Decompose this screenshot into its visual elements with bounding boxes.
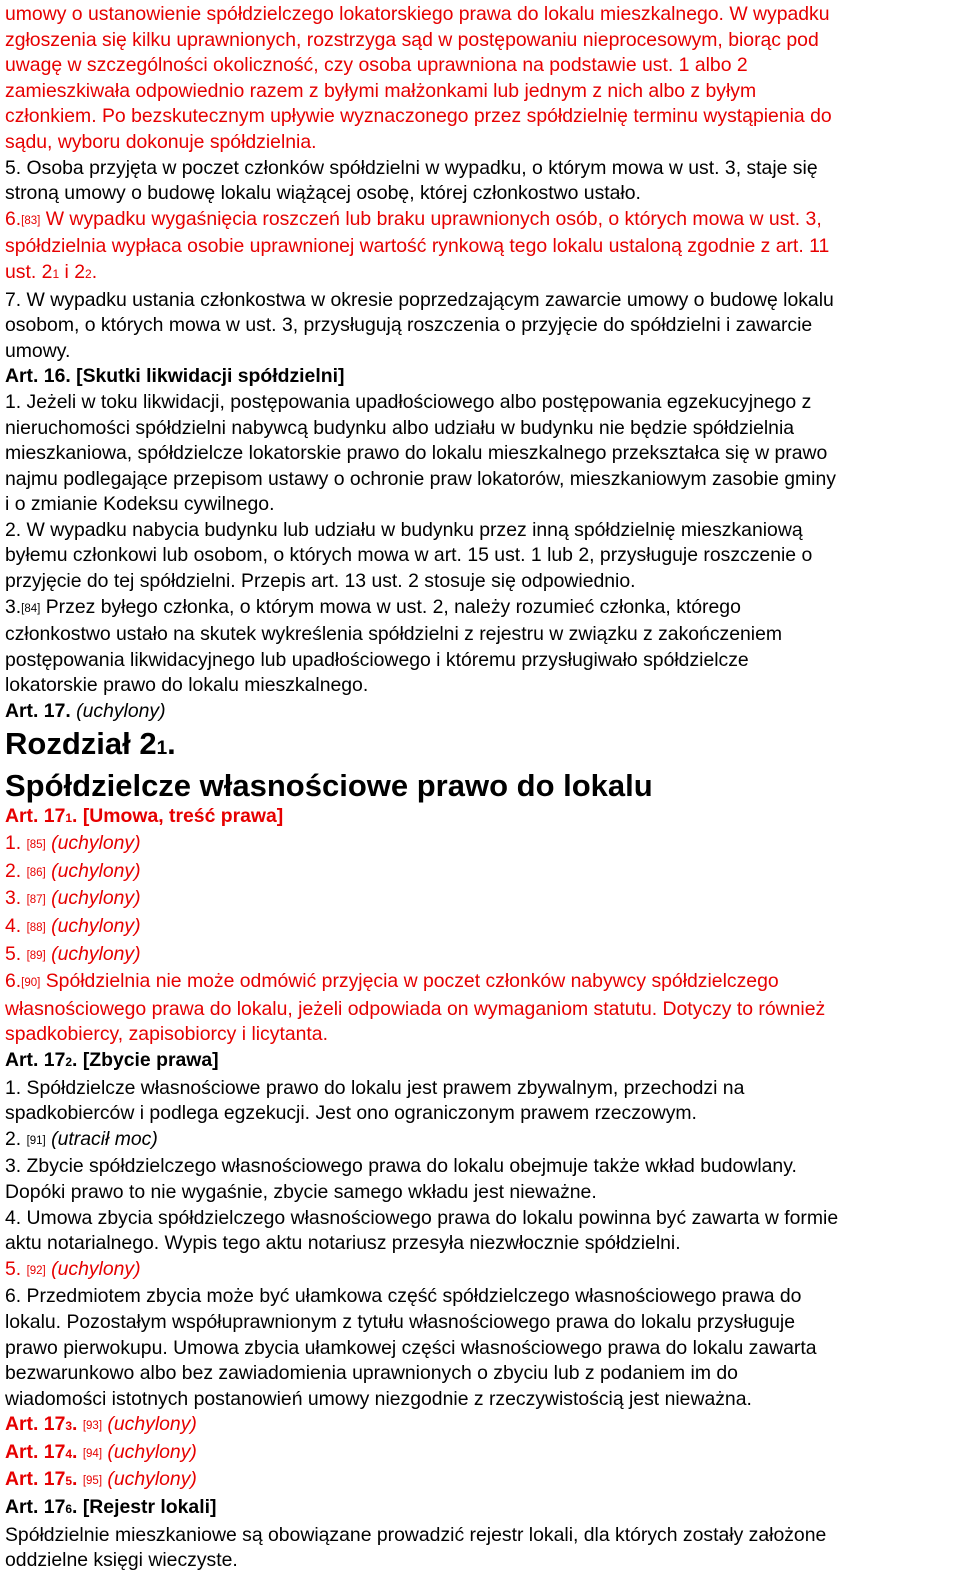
text-line [5, 914, 955, 942]
paragraph-text: W wypadku wygaśnięcia roszczeń lub braku uprawnionych osób, o których mowa w ust. 3, [40, 207, 822, 230]
article-number: Art. 17. [5, 700, 71, 723]
text-line: 1. Spółdzielcze własnościowe prawo do lokalu jest prawem zbywalnym, przechodzi na [5, 1076, 745, 1099]
article-heading [5, 1412, 955, 1440]
footnote-ref: [94] [82, 1447, 103, 1460]
text-line [5, 207, 955, 235]
line-text: 3. [5, 887, 27, 910]
paragraph-text: Przez byłego członka, o którym mowa w ust. 2, należy rozumieć członka, którego [40, 595, 741, 618]
text-line [5, 886, 955, 914]
subscript: 2 [65, 1054, 73, 1069]
text-line: stroną umowy o budowę lokalu wiążącej osobę, której członkostwo ustało. [5, 182, 641, 205]
text-line [5, 260, 955, 288]
text-line: 7. W wypadku ustania członkostwa w okresie poprzedzającym zawarcie umowy o budowę lokalu [5, 288, 834, 311]
line-text: Art. 17 [5, 804, 66, 827]
text-line: i o zmianie Kodeksu cywilnego. [5, 493, 275, 516]
line-text: Rozdział 2 [5, 725, 157, 761]
subscript: 1 [65, 810, 73, 825]
text-line: własnościowego prawa do lokalu, jeżeli odpowiada on wymaganiom statutu. Dotyczy to również [5, 997, 826, 1020]
paragraph-number: 6. [5, 970, 22, 993]
line-text: Art. 17 [5, 1048, 66, 1071]
line-text: . [91, 260, 98, 283]
footnote-ref: [91] [26, 1134, 46, 1147]
text-line: zamieszkiwała odpowiednio razem z byłymi małżonkami lub jednym z nich albo z byłym [5, 79, 757, 102]
article-heading [5, 1467, 955, 1495]
subscript: 3 [65, 1419, 73, 1434]
repealed-note: (uchylony) [102, 1468, 197, 1491]
line-text: Art. 17 [5, 1496, 66, 1519]
line-text: Art. 17 [5, 1413, 66, 1436]
line-text: . [72, 1413, 83, 1436]
text-line: sądu, wyboru dokonuje spółdzielnia. [5, 130, 317, 153]
article-heading [5, 804, 955, 832]
footnote-ref: [87] [26, 894, 46, 907]
text-line: osobom, o których mowa w ust. 3, przysługują roszczenia o przyjęcie do spółdzielni i zawarcie [5, 314, 813, 337]
text-line: oddzielne księgi wieczyste. [5, 1549, 238, 1572]
text-line: spadkobiercy, zapisobiorcy i licytanta. [5, 1023, 328, 1046]
text-line: spadkobierców i podlega egzekucji. Jest ono ograniczonym prawem rzeczowym. [5, 1102, 697, 1125]
text-line: 1. Jeżeli w toku likwidacji, postępowania upadłościowego albo postępowania egzekucyjnego z [5, 390, 812, 413]
text-line: 2. W wypadku nabycia budynku lub udziału w budynku przez inną spółdzielnię mieszkaniową [5, 518, 803, 541]
line-text: . [Zbycie prawa] [72, 1048, 219, 1071]
paragraph-text: Spółdzielnia nie może odmówić przyjęcia w poczet członków nabywcy spółdzielczego [40, 970, 779, 993]
line-text: 2. [5, 859, 27, 882]
repealed-note: (uchylony) [45, 859, 141, 882]
text-line: spółdzielnia wypłaca osobie uprawnionej wartość rynkową tego lokalu ustaloną zgodnie z art. 11 [5, 235, 830, 258]
line-text: . [167, 725, 176, 761]
subscript: 2 [85, 266, 92, 281]
line-text: Art. 17 [5, 1468, 66, 1491]
text-line: przyjęcie do tej spółdzielni. Przepis art. 13 ust. 2 stosuje się odpowiednio. [5, 570, 636, 593]
footnote-ref: [93] [82, 1420, 103, 1433]
text-line [5, 942, 955, 970]
chapter-heading [5, 725, 955, 767]
line-text: 1. [5, 832, 27, 855]
line-text: 5. [5, 942, 27, 965]
chapter-title: Spółdzielcze własnościowe prawo do lokalu [5, 767, 653, 803]
repealed-note: (uchylony) [102, 1413, 197, 1436]
footnote-ref: [86] [26, 866, 46, 879]
footnote-ref: [92] [26, 1264, 46, 1277]
text-line: prawo pierwokupu. Umowa zbycia ułamkowej części własnościowego prawa do lokalu zawarta [5, 1336, 817, 1359]
text-line: zgłoszenia się kilku uprawnionych, rozstrzyga sąd w postępowaniu nieprocesowym, biorąc pod [5, 28, 819, 51]
line-text: Art. 17 [5, 1440, 66, 1463]
line-text: 4. [5, 915, 27, 937]
text-line: Spółdzielnie mieszkaniowe są obowiązane prowadzić rejestr lokali, dla których zostały założone [5, 1523, 827, 1546]
line-text: i 2 [59, 260, 85, 283]
text-line [5, 859, 955, 887]
article-heading: Art. 16. [Skutki likwidacji spółdzielni] [5, 365, 345, 388]
text-line [5, 1257, 955, 1285]
text-line: 3. Zbycie spółdzielczego własnościowego prawa do lokalu obejmuje także wkład budowlany. [5, 1155, 797, 1178]
footnote-ref: [84] [21, 602, 41, 615]
footnote-ref: [85] [26, 839, 46, 852]
repealed-note: (uchylony) [102, 1440, 197, 1463]
article-heading [5, 699, 955, 725]
text-line: 6. Przedmiotem zbycia może być ułamkowa część spółdzielczego własnościowego prawa do [5, 1285, 802, 1308]
text-line: umowy. [5, 339, 71, 362]
article-heading [5, 1495, 955, 1523]
text-line [5, 831, 955, 859]
subscript: 6 [65, 1502, 73, 1517]
paragraph-number: 3. [5, 595, 22, 618]
repealed-note: (uchylony) [70, 700, 166, 723]
text-line: członkostwo ustało na skutek wykreślenia spółdzielni z rejestru w związku z zakończeniem [5, 623, 783, 646]
footnote-ref: [83] [21, 214, 41, 227]
line-text: ust. 2 [5, 260, 53, 283]
text-line: lokalu. Pozostałym współuprawnionym z tytułu własnościowego prawa do lokalu przysługuje [5, 1310, 796, 1333]
line-text: . [Umowa, treść prawa] [72, 804, 284, 827]
text-line [5, 595, 955, 623]
footnote-ref: [90] [21, 977, 41, 990]
article-heading [5, 1048, 955, 1076]
repealed-note: (uchylony) [45, 942, 141, 965]
text-line: uwagę w szczególności okoliczność, czy osoba uprawniona na podstawie ust. 1 albo 2 [5, 54, 748, 77]
line-text: . [72, 1468, 83, 1491]
line-text: 5. [5, 1257, 27, 1280]
text-line: 5. Osoba przyjęta w poczet członków spółdzielni w wypadku, o którym mowa w ust. 3, staje się [5, 156, 818, 179]
text-line: bezwarunkowo albo bez zawiadomienia uprawnionych o zbyciu lub z podaniem im do [5, 1362, 738, 1385]
text-line: 4. Umowa zbycia spółdzielczego własnościowego prawa do lokalu powinna być zawarta w formie [5, 1206, 839, 1229]
footnote-ref: [95] [82, 1475, 103, 1488]
repealed-note: (uchylony) [45, 887, 141, 910]
text-line: wiadomości istotnych postanowień umowy niezgodnie z rzeczywistością jest nieważna. [5, 1387, 752, 1410]
text-line: aktu notarialnego. Wypis tego aktu notariusz przesyła niezwłocznie spółdzielni. [5, 1232, 681, 1255]
footnote-ref: [88] [26, 922, 46, 934]
subscript: 5 [65, 1474, 73, 1489]
text-line: postępowania likwidacyjnego lub upadłościowego i któremu przysługiwało spółdzielcze [5, 648, 749, 671]
line-text: . [72, 1440, 83, 1463]
text-line: Dopóki prawo to nie wygaśnie, zbycie samego wkładu jest nieważne. [5, 1180, 597, 1203]
repealed-note: (uchylony) [45, 1257, 141, 1280]
paragraph-number: 6. [5, 207, 22, 230]
text-line [5, 969, 955, 997]
text-line: najmu podlegające przepisom ustawy o ochronie praw lokatorów, mieszkaniowym zasobie gminy [5, 467, 836, 490]
line-text: . [Rejestr lokali] [72, 1496, 217, 1519]
text-line: byłemu członkowi lub osobom, o których mowa w art. 15 ust. 1 lub 2, przysługuje roszczenie o [5, 544, 813, 567]
repealed-note: (utracił moc) [45, 1127, 158, 1150]
text-line: nieruchomości spółdzielni nabywcą budynku albo udziału w budynku nie będzie spółdzielnia [5, 416, 795, 439]
text-line: lokatorskie prawo do lokalu mieszkalnego. [5, 674, 369, 697]
repealed-note: (uchylony) [45, 915, 141, 937]
subscript: 1 [52, 266, 60, 281]
footnote-ref: [89] [26, 949, 46, 962]
text-line: umowy o ustanowienie spółdzielczego lokatorskiego prawa do lokalu mieszkalnego. W wypadku [5, 3, 830, 25]
repealed-note: (uchylony) [45, 832, 141, 855]
text-line [5, 1127, 955, 1155]
subscript: 4 [65, 1446, 73, 1461]
text-line: mieszkaniowa, spółdzielcze lokatorskie prawo do lokalu mieszkalnego przekształca się w prawo [5, 442, 828, 465]
article-heading [5, 1440, 955, 1468]
line-text: 2. [5, 1127, 27, 1150]
text-line: członkiem. Po bezskutecznym upływie wyznaczonego przez spółdzielnię terminu wystąpienia do [5, 105, 832, 128]
subscript: 1 [156, 737, 168, 759]
